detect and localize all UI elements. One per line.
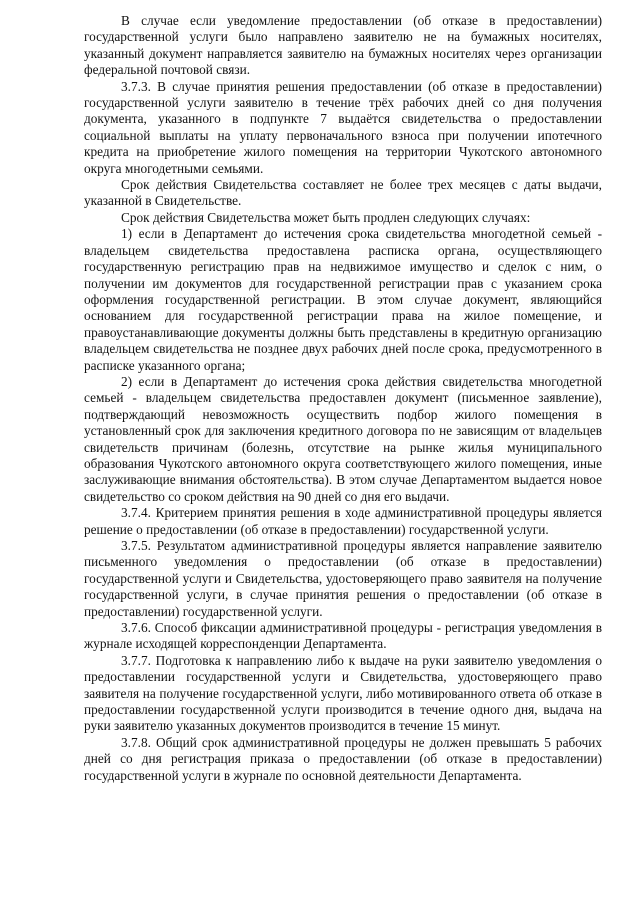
paragraph-3-7-8: 3.7.8. Общий срок административной процедуры не должен превышать 5 рабочих дней со дня регистрация приказа о предоставлении (об отказе в предоставлении) государственной услуги в журнале по основной деятельности Департамента. — [84, 734, 602, 783]
paragraph-3-7-7: 3.7.7. Подготовка к направлению либо к выдаче на руки заявителю уведомления о предоставлении государственной услуги и Свидетельства, удостоверяющего право заявителя на получение государственной услуги, либо мотивированного ответа об отказе в предоставлении государственной услуги производится в течение одного дня, выдача на руки заявителю указанных документов производится в течение 15 минут. — [84, 652, 602, 734]
paragraph-paper-notification: В случае если уведомление предоставлении (об отказе в предоставлении) государственной услуги было направлено заявителю не на бумажных носителях, указанный документ направляется заявителю на бумажных носителях через организации федеральной почтовой связи. — [84, 13, 602, 78]
paragraph-3-7-3: 3.7.3. В случае принятия решения предоставлении (об отказе в предоставлении) государственной услуги заявителю в течение трёх рабочих дней со дня получения документа, указанного в подпункте 7 выдаётся свидетельства о предоставлении социальной выплаты на уплату первоначального взноса при получении ипотечного кредита на приобретение жилого помещения на территории Чукотского автономного округа многодетными семьями. — [84, 78, 602, 176]
paragraph-3-7-5: 3.7.5. Результатом административной процедуры является направление заявителю письменного уведомления о предоставлении (об отказе в предоставлении) государственной услуги и Свидетельства, удостоверяющего право заявителя на получение государственной услуги, в случае принятия решения о предоставлении (об отказе в предоставлении) государственной услуги. — [84, 538, 602, 619]
paragraph-3-7-6: 3.7.6. Способ фиксации административной процедуры - регистрация уведомления в журнале исходящей корреспонденции Департамента. — [84, 620, 602, 652]
paragraph-certificate-validity: Срок действия Свидетельства составляет не более трех месяцев с даты выдачи, указанной в Свидетельстве. — [84, 177, 602, 209]
paragraph-extension-cases: Срок действия Свидетельства может быть продлен следующих случаях: — [121, 209, 531, 225]
paragraph-3-7-4: 3.7.4. Критерием принятия решения в ходе административной процедуры является решение о предоставлении (об отказе в предоставлении) государственной услуги. — [84, 505, 602, 537]
paragraph-case-1: 1) если в Департамент до истечения срока свидетельства многодетной семьей - владельцем свидетельства предоставлена расписка органа, осуществляющего государственную регистрацию прав на недвижимое имущество и сделок с ним, о получении им документов для государственной регистрации прав с указанием срока оформления государственной регистрации. В этом случае документ, являющийся основанием для государственной регистрации права на жилое помещение, и правоустанавливающие документы должны быть представлены в кредитную организацию владельцем свидетельства не позднее двух рабочих дней после срока, предусмотренного в расписке указанного органа; — [84, 226, 602, 373]
paragraph-case-2: 2) если в Департамент до истечения срока действия свидетельства многодетной семьей - владельцем свидетельства предоставлен документ (письменное заявление), подтверждающий невозможность осуществить подбор жилого помещения в установленный срок для заключения кредитного договора по не зависящим от владельцев свидетельств причинам (болезнь, отсутствие на рынке жилья муниципального образования Чукотского автономного округа соответствующего жилого помещения, иные заслуживающие внимания обстоятельства). В этом случае Департаментом выдается новое свидетельство со сроком действия на 90 дней со дня его выдачи. — [84, 373, 602, 504]
